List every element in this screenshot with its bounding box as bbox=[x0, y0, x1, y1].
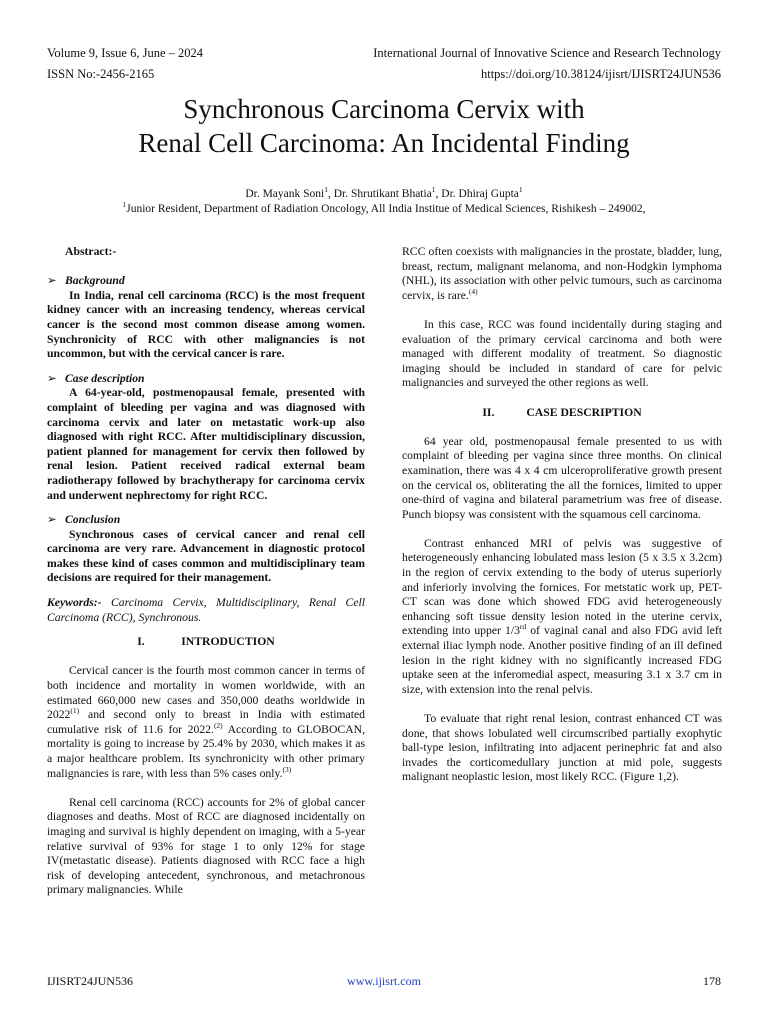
footer-id: IJISRT24JUN536 bbox=[47, 974, 133, 988]
author-3-sup: 1 bbox=[518, 185, 523, 195]
case-paragraph-3: To evaluate that right renal lesion, contrast enhanced CT was done, that shows lobulated well circumscribed partially exophytic ball-type lesion, infiltrating into adjacent perinephric fat and also invades the corticomedullary junction at mid pole, suggests malignant neoplastic lesion, most likely RCC. (Figure 1,2). bbox=[402, 712, 722, 784]
ref-4: (4) bbox=[468, 286, 478, 296]
case-paragraph-1: 64 year old, postmenopausal female presented to us with complaint of bleeding per vagina since three months. On clinical examination, there was 4 x 4 cm ulceroproliferative growth present on the cervical os, obliterating the all the fornices, limited to upper one-third of vagina and bilateral parametrium was free of disease. Punch biopsy was consistent with the squamous cell carcinoma. bbox=[402, 434, 722, 521]
title-line-2: Renal Cell Carcinoma: An Incidental Finding bbox=[138, 128, 630, 158]
arrow-bullet-icon: ➢ bbox=[47, 371, 57, 385]
author-1: Dr. Mayank Soni bbox=[245, 188, 325, 200]
case-paragraph-2: Contrast enhanced MRI of pelvis was suggestive of heterogeneously enhancing lobulated mass lesion (5 x 3.5 x 3.2cm) in the region of cervix extending to the body of uterus superiorly and inferiorly involving the fornices. For metstatic work up, PET-CT scan was done which showed FDG avid heterogeneously enhancing soft tissue density lesion noted in the uterine cervix, extending into upper 1/3rd of vaginal canal and also FDG avid left external iliac lymph node. Another positive finding of an ill defined lesion in the right kidney with no significantly increased FDG uptake seen at the inferomedial aspect, measuring 3.1 x 3.7 cm in size, with extension into the renal pelvis. bbox=[402, 536, 722, 696]
right-column bbox=[402, 245, 722, 785]
ref-2: (2) bbox=[213, 720, 223, 730]
left-column bbox=[47, 245, 365, 898]
author-2: , Dr. Shrutikant Bhatia bbox=[327, 188, 432, 200]
keywords-label: Keywords:- bbox=[47, 596, 102, 610]
case-heading: ➢ Case description bbox=[47, 371, 145, 385]
issn: ISSN No:-2456-2165 bbox=[47, 67, 155, 81]
abstract-label: Abstract:- bbox=[65, 245, 117, 258]
background-heading: ➢ Background bbox=[47, 274, 125, 288]
page-number: 178 bbox=[703, 974, 721, 988]
intro-paragraph-4: In this case, RCC was found incidentally during staging and evaluation of the primary cervical carcinoma and both were managed with different modality of treatment. So diagnostic imaging should be included in standard of care for pelvic malignancies and surveyed the other regions as well. bbox=[402, 317, 722, 390]
conclusion-heading: ➢ Conclusion bbox=[47, 513, 121, 527]
ref-3: (3) bbox=[282, 764, 292, 774]
intro-paragraph-2: Renal cell carcinoma (RCC) accounts for 2% of global cancer diagnoses and deaths. Most of RCC are diagnosed incidentally on imaging and survival is highly dependent on imaging, with a 5-year relative survival of 93% for stage 1 to only 12% for stage IV(metastatic disease). Patients diagnosed with RCC face a high risk of developing antecedent, synchronous, and metachronous primary malignancies. While bbox=[47, 795, 365, 897]
keywords-text: Carcinoma Cervix, Multidisciplinary, Renal Cell Carcinoma (RCC), Synchronous. bbox=[47, 596, 366, 624]
background-text: In India, renal cell carcinoma (RCC) is the most frequent kidney cancer with an increasing tendency, whereas cervical cancer is the second most common disease among women. Synchronicity of RCC with other malignancies is not uncommon, but with the cervical cancer is rare. bbox=[47, 288, 365, 361]
section-heading-introduction: I. INTRODUCTION bbox=[137, 635, 275, 649]
intro-paragraph-1: Cervical cancer is the fourth most common cancer in terms of both incidence and mortality in women worldwide, with an estimated 660,000 new cases and 350,000 deaths worldwide in 2022$^{(1)}$ and second only to breast in India with estimated cumulative risk of 11.6 for 2022.$^{(2)}$ According to GLOBOCAN, mortality is going to increase by 25.4% by 2030, which makes it as a major healthcare problem. Its synchronicity with other primary malignancies is rare, with less than 5% cases only.$^{(3)}$ bbox=[47, 664, 365, 780]
author-2-sup: 1 bbox=[431, 185, 436, 195]
page-title bbox=[0, 92, 768, 160]
author-list bbox=[0, 187, 768, 202]
volume-info: Volume 9, Issue 6, June – 2024 bbox=[47, 46, 204, 60]
conclusion-text: Synchronous cases of cervical cancer and renal cell carcinoma are very rare. Advancement in diagnostic protocol makes these kind of cases common and multidisciplinary team decisions are required for their management. bbox=[47, 527, 365, 585]
ref-1: (1) bbox=[70, 706, 80, 716]
keywords bbox=[47, 596, 365, 625]
author-1-sup: 1 bbox=[324, 185, 328, 195]
affiliation-text: Junior Resident, Department of Radiation Oncology, All India Institue of Medical Sciences, Rishikesh – 249002, bbox=[126, 203, 646, 215]
case-text: A 64-year-old, postmenopausal female, presented with complaint of bleeding per vagina and was diagnosed with carcinoma cervix and later on metastatic work-up also diagnosed with right RCC. After multidisciplinary discussion, patient planned for management for cervix then followed by renal lesion. Patient received radical external beam radiotherapy followed by brachytherapy for carcinoma cervix and underwent nephrectomy for right RCC. bbox=[47, 386, 365, 502]
arrow-bullet-icon: ➢ bbox=[47, 274, 57, 288]
author-3: , Dr. Dhiraj Gupta bbox=[435, 188, 519, 200]
footer-site-link[interactable]: www.ijisrt.com bbox=[347, 974, 421, 988]
intro-paragraph-3: RCC often coexists with malignancies in the prostate, bladder, lung, breast, rectum, malignant melanoma, and non-Hodgkin lymphoma (NHL), its association with other pelvic tumours, such as carcinoma cervix, is rare.$^{(4)}$ bbox=[402, 245, 722, 302]
authors-block bbox=[0, 187, 768, 217]
doi-link[interactable]: https://doi.org/10.38124/ijisrt/IJISRT24JUN536 bbox=[480, 67, 721, 81]
section-heading-case-description: II. CASE DESCRIPTION bbox=[482, 405, 642, 419]
journal-name: International Journal of Innovative Science and Research Technology bbox=[373, 46, 721, 60]
affiliation bbox=[0, 202, 768, 217]
affiliation-sup: 1 bbox=[122, 200, 127, 210]
arrow-bullet-icon: ➢ bbox=[47, 513, 57, 527]
superscript-rd: rd bbox=[519, 622, 527, 632]
title-line-1: Synchronous Carcinoma Cervix with bbox=[183, 94, 585, 124]
